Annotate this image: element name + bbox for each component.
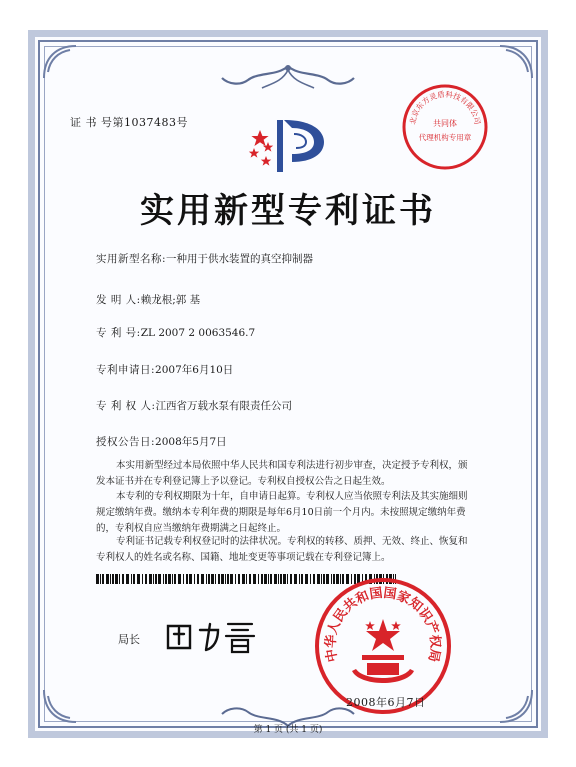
certificate-number: 证 书 号第1037483号 <box>70 116 188 129</box>
barcode-bar <box>102 574 104 584</box>
barcode-bar <box>208 574 210 584</box>
field-application-date <box>96 362 233 377</box>
barcode-bar <box>227 574 229 584</box>
barcode-bar <box>215 574 216 584</box>
field-value: 赖龙根;郭 基 <box>140 294 201 306</box>
barcode-bar <box>96 574 99 584</box>
field-value: ZL 2007 2 0063546.7 <box>140 327 256 339</box>
page-number: 第 1 页 (共 1 页) <box>253 725 323 735</box>
field-label: 专 利 权 人: <box>96 400 156 412</box>
corner-ornament-bottom-left <box>40 686 80 726</box>
svg-text:共同体: 共同体 <box>433 119 457 128</box>
barcode-bar <box>110 574 111 584</box>
director-label: 局长 <box>118 633 140 646</box>
barcode-bar <box>305 574 308 584</box>
barcode-bar <box>201 574 204 584</box>
barcode-bar <box>137 574 140 584</box>
barcode-bar <box>246 574 247 584</box>
barcode-bar <box>278 574 279 584</box>
barcode-bar <box>122 574 124 584</box>
top-ornament <box>218 62 358 94</box>
barcode-bar <box>172 574 173 584</box>
barcode-bar <box>290 574 292 584</box>
barcode-bar <box>153 574 154 584</box>
field-value: 2008年5月7日 <box>155 436 227 448</box>
barcode-bar <box>155 574 157 584</box>
field-label: 授权公告日: <box>96 436 156 448</box>
barcode-bar <box>211 574 214 584</box>
issue-date: 2008年6月7日 <box>346 696 426 709</box>
barcode-bar <box>238 574 240 584</box>
paragraph-grant: 本实用新型经过本局依照中华人民共和国专利法进行初步审查，决定授予专利权，颁发本证书并在专利登记簿上予以登记。专利权自授权公告之日起生效。 <box>96 460 468 487</box>
barcode-bar <box>189 574 192 584</box>
barcode-bar <box>115 574 118 584</box>
field-label: 实用新型名称: <box>96 253 167 265</box>
barcode-bar <box>206 574 207 584</box>
field-patent-number <box>96 325 255 340</box>
barcode-bar <box>183 574 184 584</box>
barcode-bar <box>258 574 259 584</box>
barcode-bar <box>287 574 288 584</box>
barcode-bar <box>112 574 114 584</box>
barcode-bar <box>186 574 188 584</box>
barcode-bar <box>261 574 263 584</box>
barcode-bar <box>119 574 120 584</box>
barcode-bar <box>100 574 101 584</box>
svg-text:北京东方灵盾科技有限公司: 北京东方灵盾科技有限公司 <box>407 89 483 126</box>
field-value: 一种用于供水装置的真空抑制器 <box>166 253 314 265</box>
corner-ornament-top-left <box>40 42 80 82</box>
barcode-bar <box>178 574 181 584</box>
barcode-bar <box>174 574 176 584</box>
barcode-bar <box>268 574 269 584</box>
field-value: 江西省万载水泵有限责任公司 <box>155 400 293 412</box>
barcode-bar <box>225 574 226 584</box>
barcode-bar <box>142 574 143 584</box>
barcode-bar <box>283 574 286 584</box>
field-label: 发 明 人: <box>96 294 141 306</box>
field-patentee <box>96 398 292 413</box>
field-inventor <box>96 292 200 307</box>
paragraph-term: 本专利的专利权期限为十年，自申请日起算。专利权人应当依照专利法及其实施细则规定缴纳年费。缴纳本专利年费的期限是每年6月10日前一个月内。未按照规定缴纳年费的，专利权自应当缴纳年费期满之日起终止。 <box>96 491 468 534</box>
barcode-bar <box>301 574 303 584</box>
field-utility-model-name <box>96 251 313 266</box>
barcode-bar <box>235 574 236 584</box>
barcode-bar <box>218 574 220 584</box>
barcode-bar <box>163 574 164 584</box>
barcode-bar <box>280 574 282 584</box>
agency-seal <box>400 82 490 172</box>
barcode-bar <box>230 574 233 584</box>
corner-ornament-bottom-right <box>496 686 536 726</box>
field-grant-date <box>96 434 227 449</box>
barcode-bar <box>158 574 161 584</box>
barcode-bar <box>126 574 129 584</box>
barcode-bar <box>253 574 256 584</box>
barcode-bar <box>133 574 135 584</box>
barcode-bar <box>299 574 300 584</box>
corner-ornament-top-right <box>496 42 536 82</box>
field-value: 2007年6月10日 <box>155 364 234 376</box>
field-label: 专 利 号: <box>96 327 141 339</box>
barcode-bar <box>310 574 311 584</box>
paragraph-register: 专利证书记载专利权登记时的法律状况。专利权的转移、质押、无效、终止、恢复和专利权人的姓名或名称、国籍、地址变更等事项记载在专利登记簿上。 <box>96 536 468 563</box>
barcode-bar <box>145 574 147 584</box>
barcode-bar <box>249 574 251 584</box>
barcode-bar <box>294 574 297 584</box>
barcode-bar <box>106 574 109 584</box>
svg-text:代理机构专用章: 代理机构专用章 <box>418 133 472 142</box>
barcode-bar <box>197 574 199 584</box>
barcode-bar <box>168 574 171 584</box>
barcode-bar <box>131 574 132 584</box>
barcode-bar <box>270 574 272 584</box>
director-signature <box>162 616 262 656</box>
svg-text:中华人民共和国国家知识产权局: 中华人民共和国国家知识产权局 <box>323 585 443 664</box>
barcode-bar <box>242 574 245 584</box>
barcode-bar <box>221 574 224 584</box>
barcode-bar <box>149 574 152 584</box>
barcode-bar <box>274 574 277 584</box>
field-label: 专利申请日: <box>96 364 156 376</box>
patent-office-logo <box>240 112 336 176</box>
barcode-bar <box>194 574 195 584</box>
certificate-title: 实用新型专利证书 <box>140 191 436 231</box>
barcode-bar <box>264 574 267 584</box>
barcode-bar <box>165 574 167 584</box>
